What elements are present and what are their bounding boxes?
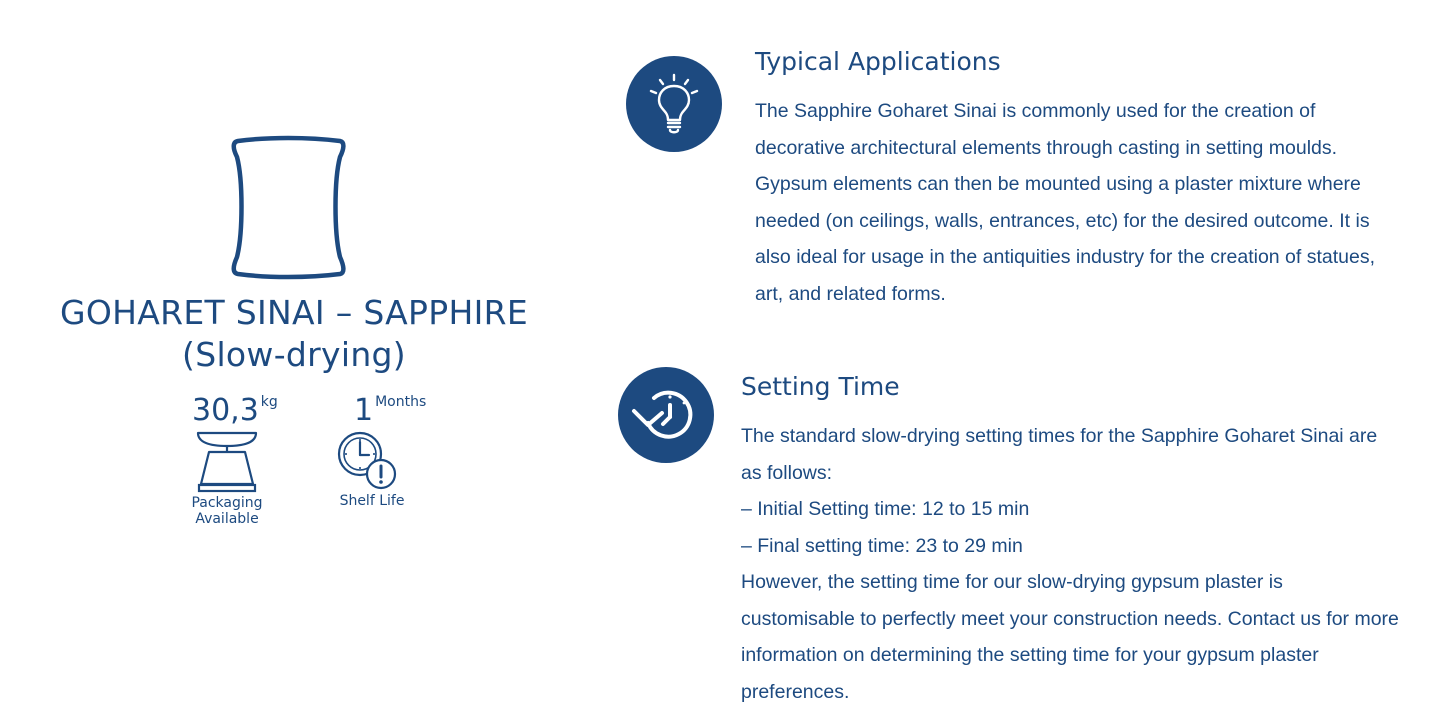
timer-icon — [618, 367, 714, 463]
setting-time-final: – Final setting time: 23 to 29 min — [741, 534, 1023, 557]
shelf-life-label: Shelf Life — [339, 493, 405, 509]
shelf-life-value: 1 — [354, 393, 374, 428]
packaging-value: 30,3 — [192, 393, 259, 428]
applications-title: Typical Applications — [755, 47, 1001, 76]
setting-time-title: Setting Time — [741, 372, 900, 401]
applications-body — [755, 93, 1405, 312]
lightbulb-icon — [626, 56, 722, 152]
shelf-life-spec — [354, 393, 427, 428]
setting-time-intro: The standard slow-drying setting times for the Sapphire Goharet Sinai are as follows: — [741, 425, 1378, 484]
shelf-life-unit: Months — [375, 394, 427, 410]
packaging-label — [172, 495, 282, 527]
clock-alert-icon — [336, 430, 400, 494]
packaging-unit: kg — [260, 394, 278, 410]
applications-text: The Sapphire Goharet Sinai is commonly used for the creation of decorative architectural elements through casting in setting moulds. Gypsum elements can then be mounted using a plaster mixture where needed (on ceilings, walls, entrances, etc) for the desired outcome. It is also ideal for usage in the antiquities industry for the creation of statues, art, and related forms. — [755, 100, 1376, 305]
packaging-label-line1: Packaging — [191, 495, 263, 511]
setting-time-initial: – Initial Setting time: 12 to 15 min — [741, 498, 1030, 520]
setting-time-body — [741, 418, 1401, 710]
packaging-label-line2: Available — [195, 511, 259, 527]
timer-icon-badge — [618, 367, 714, 463]
lightbulb-icon-badge — [626, 56, 722, 152]
product-title-line1: GOHARET SINAI – SAPPHIRE — [60, 293, 528, 332]
product-title-line2: (Slow-drying) — [182, 335, 406, 374]
scale-icon — [195, 430, 259, 494]
packaging-spec — [192, 393, 278, 428]
product-title — [40, 292, 548, 376]
setting-time-outro: However, the setting time for our slow-drying gypsum plaster is customisable to perfectly meet your construction needs. Contact us for more information on determining the setting time for your gypsum plaster preferences. — [741, 571, 1399, 703]
bag-icon — [228, 135, 350, 280]
